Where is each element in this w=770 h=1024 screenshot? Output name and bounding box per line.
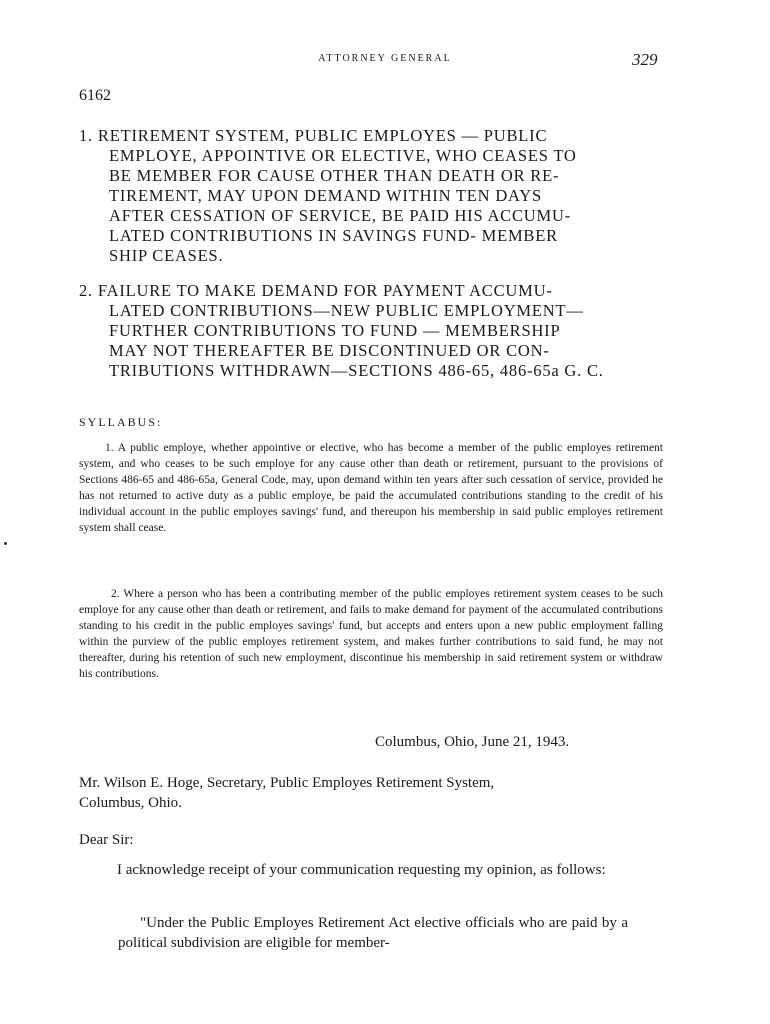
heading-2-line: TRIBUTIONS WITHDRAWN—SECTIONS 486-65, 486-65a G. C. xyxy=(109,361,604,380)
heading-1-line: BE MEMBER FOR CAUSE OTHER THAN DEATH OR RE- xyxy=(109,166,560,185)
heading-2-line: 2. FAILURE TO MAKE DEMAND FOR PAYMENT ACCUMU- xyxy=(79,281,553,300)
body-paragraph: I acknowledge receipt of your communication requesting my opinion, as follows: xyxy=(117,862,606,878)
heading-2 xyxy=(79,281,669,381)
addressee xyxy=(79,773,679,813)
syllabus-paragraph-1: 1. A public employe, whether appointive or elective, who has become a member of the public employes retirement system, and who ceases to be such employe for any cause other than death or retirement, pursuant to the provisions of Sections 486-65 and 486-65a, General Code, may, upon demand within ten years after such cessation of service, provided he has not returned to active duty as a public employe, be paid the accumulated contributions standing to the credit of his individual account in the public employes savings' fund, and thereupon his membership in said public employes retirement system shall cease. xyxy=(79,442,663,534)
page-number: 329 xyxy=(632,50,658,69)
heading-2-line: FURTHER CONTRIBUTIONS TO FUND — MEMBERSHIP xyxy=(109,321,561,340)
heading-1-line: LATED CONTRIBUTIONS IN SAVINGS FUND- MEMBER xyxy=(109,226,558,245)
syllabus-label: SYLLABUS: xyxy=(79,415,163,429)
letter-date: Columbus, Ohio, June 21, 1943. xyxy=(375,734,570,750)
heading-1-line: 1. RETIREMENT SYSTEM, PUBLIC EMPLOYES — PUBLIC xyxy=(79,126,548,145)
heading-1-line: TIREMENT, MAY UPON DEMAND WITHIN TEN DAYS xyxy=(109,186,542,205)
quoted-paragraph: "Under the Public Employes Retirement Act elective officials who are paid by a political subdivision are eligible for member- xyxy=(118,915,628,951)
opinion-number: 6162 xyxy=(79,87,111,104)
addressee-line: Mr. Wilson E. Hoge, Secretary, Public Employes Retirement System, xyxy=(79,775,495,791)
heading-2-line: MAY NOT THEREAFTER BE DISCONTINUED OR CON- xyxy=(109,341,550,360)
heading-1-line: EMPLOYE, APPOINTIVE OR ELECTIVE, WHO CEASES TO xyxy=(109,146,577,165)
addressee-line: Columbus, Ohio. xyxy=(79,795,182,811)
salutation: Dear Sir: xyxy=(79,832,134,848)
margin-mark xyxy=(4,542,7,545)
syllabus-paragraph-2: 2. Where a person who has been a contributing member of the public employes retirement system ceases to be such employe for any cause other than death or retirement, and fails to make demand for payment of the accumulated contributions standing to his credit in the public employes savings' fund, but accepts and enters upon a new public employment falling within the purview of the public employes retirement system, and makes further contributions to said fund, he may not thereafter, during his retention of such new employment, discontinue his membership in said retirement system or withdraw his contributions. xyxy=(79,588,663,680)
heading-1 xyxy=(79,126,669,266)
heading-1-line: SHIP CEASES. xyxy=(109,246,224,265)
heading-2-line: LATED CONTRIBUTIONS—NEW PUBLIC EMPLOYMENT— xyxy=(109,301,584,320)
heading-1-line: AFTER CESSATION OF SERVICE, BE PAID HIS ACCUMU- xyxy=(109,206,571,225)
running-head: ATTORNEY GENERAL xyxy=(318,53,452,64)
